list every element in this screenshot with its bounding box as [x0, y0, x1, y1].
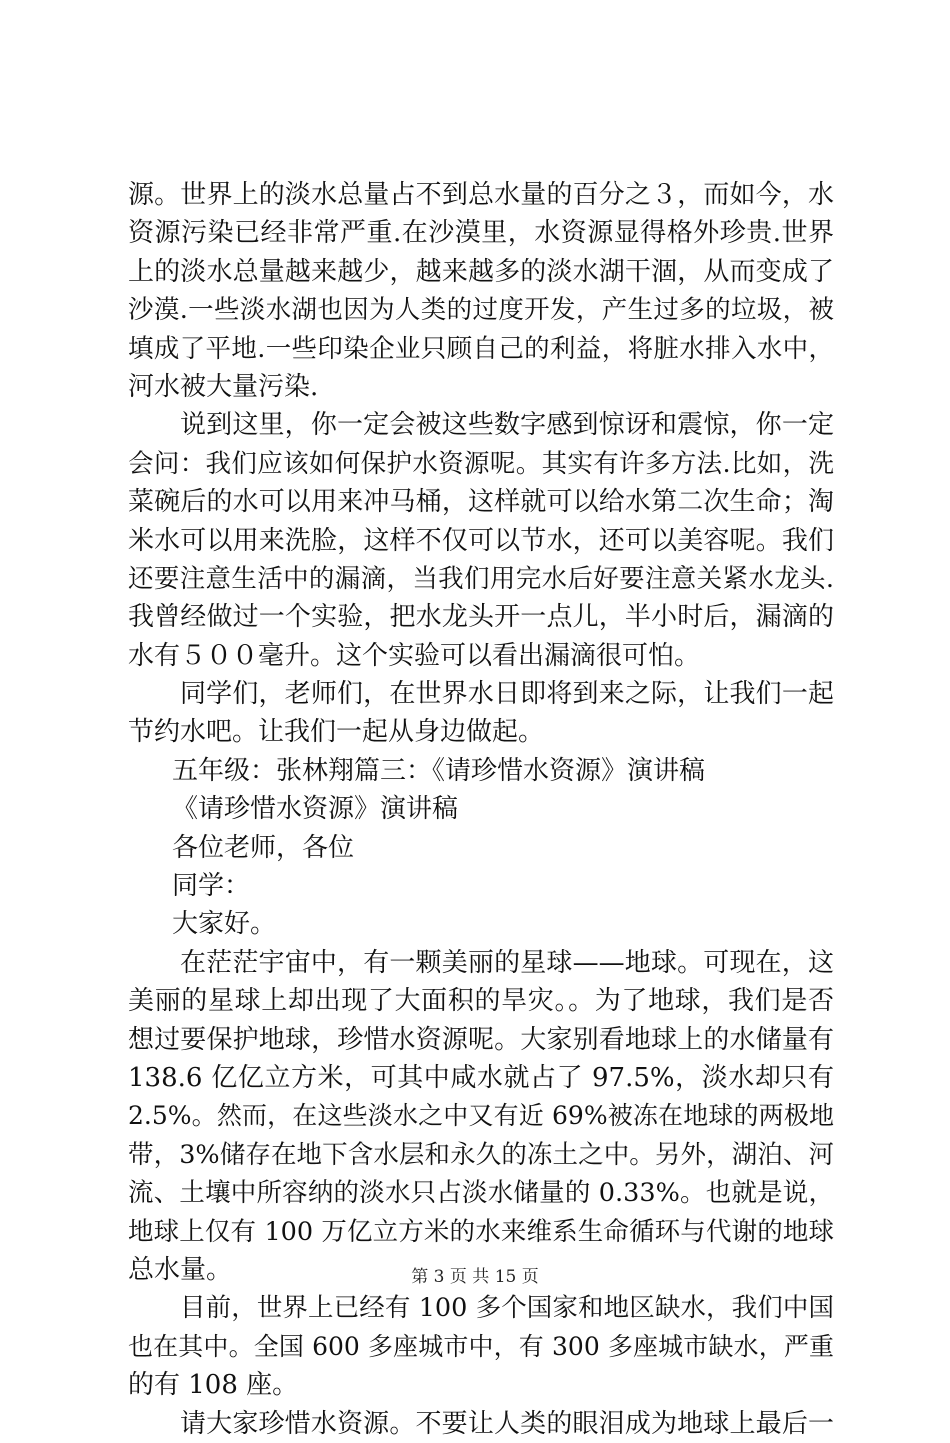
text-line: 源。世界上的淡水总量占不到总水量的百分之３，而如今，水: [128, 180, 834, 210]
text-line: 会问：我们应该如何保护水资源呢。其实有许多方法.比如，洗: [128, 448, 834, 479]
text-line: 地球上仅有 100 万亿立方米的水来维系生命循环与代谢的地球: [128, 1216, 834, 1247]
text-line: 我曾经做过一个实验，把水龙头开一点儿，半小时后，漏滴的: [128, 602, 834, 633]
text-line: 的有 108 座。: [128, 1370, 299, 1401]
text-line: 在茫茫宇宙中，有一颗美丽的星球——地球。可现在，这: [180, 947, 834, 978]
text-line: 请大家珍惜水资源。不要让人类的眼泪成为地球上最后一: [180, 1408, 834, 1439]
text-line: 上的淡水总量越来越少，越来越多的淡水湖干涸，从而变成了: [128, 256, 834, 287]
text-line: 还要注意生活中的漏滴，当我们用完水后好要注意关紧水龙头.: [128, 563, 834, 594]
text-line: 想过要保护地球，珍惜水资源呢。大家别看地球上的水储量有: [128, 1024, 834, 1055]
text-line: 目前，世界上已经有 100 多个国家和地区缺水，我们中国: [180, 1293, 834, 1324]
text-line: 同学：: [172, 871, 251, 902]
text-line: 美丽的星球上却出现了大面积的旱灾。。为了地球，我们是否: [128, 986, 834, 1017]
text-line: 说到这里，你一定会被这些数字感到惊讶和震惊，你一定: [180, 410, 834, 441]
text-line: 《请珍惜水资源》演讲稿: [172, 794, 459, 825]
document-body: [128, 176, 834, 1443]
text-line: 流、土壤中所容纳的淡水只占淡水储量的 0.33%。也就是说，: [128, 1178, 834, 1209]
text-line: 五年级：张林翔篇三：《请珍惜水资源》演讲稿: [172, 755, 706, 786]
page-footer: 第 3 页 共 15 页: [411, 1267, 539, 1287]
text-line: 水有５００毫升。这个实验可以看出漏滴很可怕。: [128, 640, 701, 671]
text-line: 菜碗后的水可以用来冲马桶，这样就可以给水第二次生命；淘: [128, 487, 834, 518]
text-line: 填成了平地.一些印染企业只顾自己的利益，将脏水排入水中，: [128, 333, 834, 364]
text-line: 大家好。: [172, 909, 277, 940]
text-line: 总水量。: [128, 1254, 233, 1285]
text-line: 也在其中。全国 600 多座城市中，有 300 多座城市缺水，严重: [128, 1331, 834, 1361]
text-line: 资源污染已经非常严重.在沙漠里，水资源显得格外珍贵.世界: [128, 218, 834, 249]
text-line: 带，3%储存在地下含水层和永久的冻土之中。另外，湖泊、河: [128, 1139, 834, 1170]
text-line: 同学们，老师们，在世界水日即将到来之际，让我们一起: [180, 679, 834, 710]
text-line: 138.6 亿亿立方米，可其中咸水就占了 97.5%，淡水却只有: [128, 1062, 834, 1093]
text-line: 节约水吧。让我们一起从身边做起。: [128, 717, 545, 748]
text-line: 米水可以用来洗脸，这样不仅可以节水，还可以美容呢。我们: [128, 525, 834, 556]
text-line: 沙漠.一些淡水湖也因为人类的过度开发，产生过多的垃圾，被: [128, 295, 834, 326]
text-line: 各位老师，各位: [172, 832, 355, 863]
text-line: 2.5%。然而，在这些淡水之中又有近 69%被冻在地球的两极地: [128, 1101, 834, 1131]
text-line: 河水被大量污染.: [128, 371, 319, 402]
